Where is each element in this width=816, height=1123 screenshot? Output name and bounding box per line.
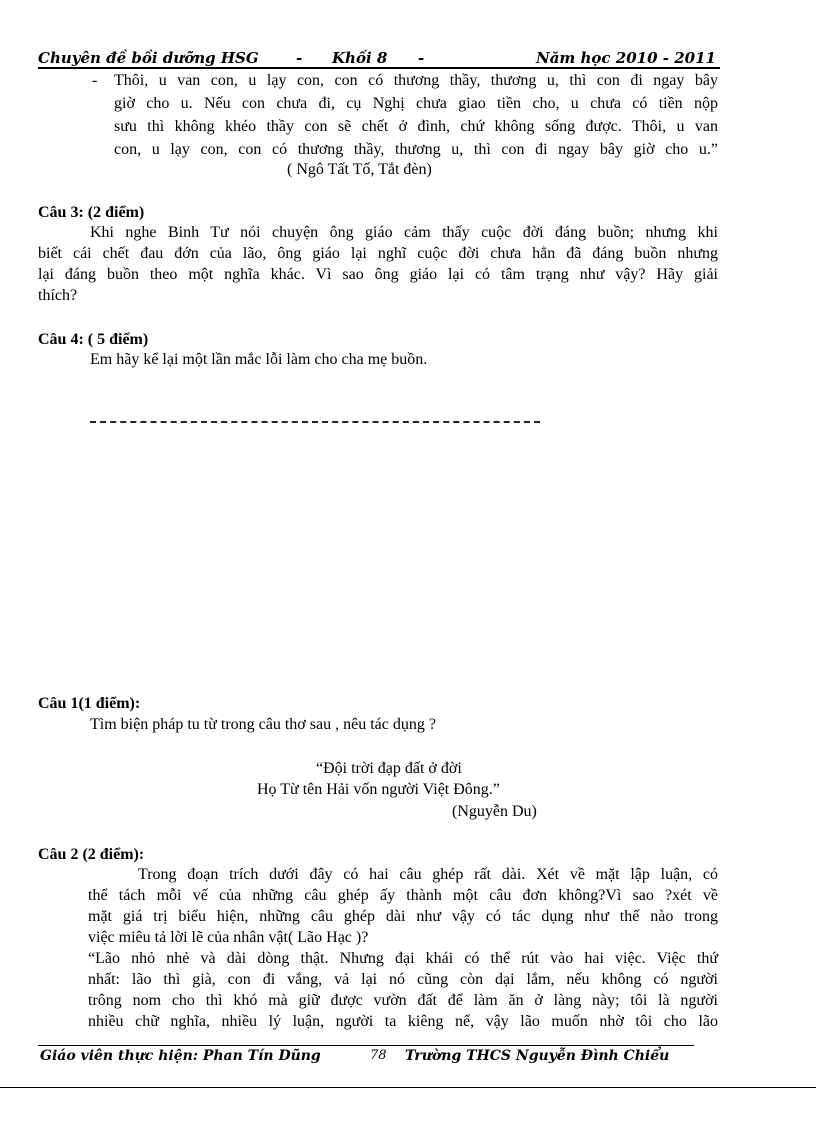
footer-page-number: 78	[370, 1048, 387, 1063]
question-2-line: trông nom cho thì khó mà giữ được vườn đất để làm ăn ở làng này; tôi là người	[88, 992, 718, 1009]
question-2-line: việc miêu tả lời lẽ của nhân vật( Lão Hạc )?	[88, 929, 369, 946]
question-2-line: mặt giá trị biểu hiện, những câu ghép dài như vậy có tác dụng như thế nào trong	[88, 908, 718, 925]
question-1-text: Tìm biện pháp tu từ trong câu thơ sau , nêu tác dụng ?	[90, 716, 436, 733]
question-2-line: nhất: lão thì già, con đi vắng, vả lại nó cũng còn dại lắm, nếu không có người	[88, 971, 718, 988]
header-school-year: Năm học 2010 - 2011	[536, 49, 716, 67]
question-4-title: Câu 4: ( 5 điểm)	[38, 331, 149, 348]
question-3-line: lại đáng buồn theo một nghĩa khác. Vì sao ông giáo lại có tâm trạng như vậy? Hãy giải	[38, 266, 718, 283]
section-divider	[90, 421, 540, 423]
question-4-text: Em hãy kể lại một lần mắc lỗi làm cho cha mẹ buồn.	[90, 351, 428, 368]
question-3-line: biết cái chết đau đớn của lão, ông giáo lại nghĩ cuộc đời chưa hẳn đã đáng buồn nhưng	[38, 245, 718, 262]
footer-school: Trường THCS Nguyễn Đình Chiểu	[405, 1048, 670, 1064]
question-2-line: Trong đoạn trích dưới đây có hai câu ghép rất dài. Xét về mặt lập luận, có	[138, 866, 718, 883]
page-bottom-rule	[0, 1087, 816, 1088]
bullet-marker: -	[92, 72, 98, 89]
quote-source: ( Ngô Tất Tố, Tắt đèn)	[287, 161, 432, 178]
quote-line: giờ cho u. Nếu con chưa đi, cụ Nghị chưa giao tiền cho, u chưa có tiền nộp	[114, 95, 718, 112]
footer-teacher: Giáo viên thực hiện: Phan Tín Dũng	[40, 1048, 321, 1064]
question-3-title: Câu 3: (2 điểm)	[38, 204, 145, 221]
poem-line: Họ Từ tên Hải vốn người Việt Đông.”	[257, 781, 500, 798]
header-title: Chuyên đề bồi dưỡng HSG	[38, 49, 259, 67]
question-2-line: thể tách mỗi vế của những câu ghép ấy thành một câu đơn không?Vì sao ?xét về	[88, 887, 718, 904]
question-2-line: nhiều chữ nghĩa, nhiều lý luận, người ta kiêng nể, vậy lão muốn nhờ tôi cho lão	[88, 1013, 718, 1030]
quote-line: con, u lạy con, con có thương thầy, thương u, thì con đi ngay bây giờ cho u.”	[114, 141, 718, 158]
question-3-line: Khi nghe Binh Tư nói chuyện ông giáo cảm thấy cuộc đời đáng buồn; nhưng khi	[90, 224, 718, 241]
header-rule	[38, 67, 720, 69]
quote-line: sưu thì không khéo thầy con sẽ chết ở đình, chứ không sống được. Thôi, u van	[114, 118, 718, 135]
question-2-line: “Lão nhỏ nhẻ và dài dòng thật. Nhưng đại khái có thể rút vào hai việc. Việc thứ	[88, 950, 718, 967]
header-separator: -	[418, 49, 425, 67]
footer-rule	[38, 1045, 694, 1046]
poem-source: (Nguyễn Du)	[452, 803, 537, 820]
header-grade: Khối 8	[332, 49, 388, 67]
poem-line: “Đội trời đạp đất ở đời	[316, 760, 462, 777]
question-2-title: Câu 2 (2 điểm):	[38, 846, 145, 863]
header-separator: -	[296, 49, 303, 67]
question-1-title: Câu 1(1 điểm):	[38, 695, 141, 712]
quote-line: Thôi, u van con, u lạy con, con có thương thầy, thương u, thì con đi ngay bây	[114, 72, 718, 89]
question-3-line: thích?	[38, 287, 78, 304]
